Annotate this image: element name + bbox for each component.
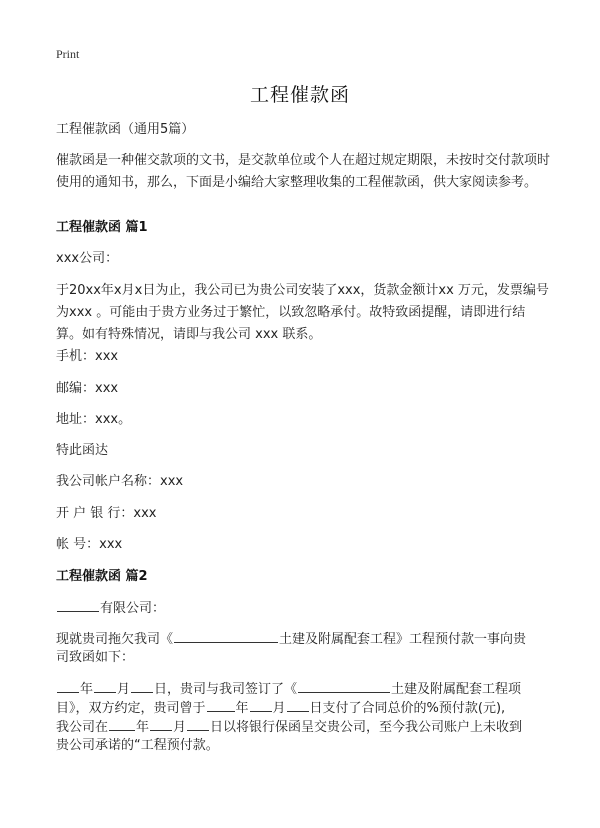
section2-p2-line2: 目》，双方约定，贵司曾于 年 月 日支付了合同总价的%预付款(元), [56,697,505,720]
section2-p1-line2: 司致函如下： [56,650,135,665]
blank-project-name-2 [298,678,390,693]
subtitle: 工程催款函（通用5篇） [56,122,195,137]
section1-postcode: 邮编：xxx [56,381,119,396]
page-title: 工程催款函 [249,84,350,106]
section2-p2-line1: 年 月 日，贵司与我司签订了《 土建及附属配套工程项 [56,678,521,701]
section2-recipient: 有限公司： [56,597,165,620]
section1-account-name: 我公司帐户名称：xxx [56,474,184,489]
section2-p1-line1: 现就贵司拖欠我司《 土建及附属配套工程》工程预付款一事向贵 [56,628,526,651]
section1-account-no: 帐 号：xxx [56,537,123,552]
section2-p2-line3: 我公司在 年 月 日以将银行保函呈交贵公司，至今我公司账户上未收到 [56,716,522,739]
print-label: Print [56,47,80,61]
blank-company-name [57,597,99,612]
section2-heading: 工程催款函 篇2 [56,569,148,584]
section1-phone: 手机：xxx [56,349,119,364]
section1-recipient: xxx公司： [56,251,119,266]
section1-bank: 开 户 银 行：xxx [56,506,157,521]
blank-project-name [174,628,278,643]
section2-p2-line4: 贵公司承诺的“工程预付款。 [56,738,219,753]
section1-address: 地址：xxx。 [56,412,132,427]
section1-heading: 工程催款函 篇1 [56,220,148,235]
section1-body: 于20xx年x月x日为止，我公司已为贵公司安装了xxx，货款金额计xx 万元，发票编号为xxx 。可能由于贵方业务过于繁忙，以致忽略承付。故特致函提醒，请即进行结算。如有特殊情况，请即与我公司 xxx 联系。 [56,283,549,342]
intro-paragraph: 催款函是一种催交款项的文书，是交款单位或个人在超过规定期限，未按时交付款项时使用的通知书，那么，下面是小编给大家整理收集的工程催款函，供大家阅读参考。 [56,153,551,190]
section1-closing: 特此函达 [56,443,109,458]
